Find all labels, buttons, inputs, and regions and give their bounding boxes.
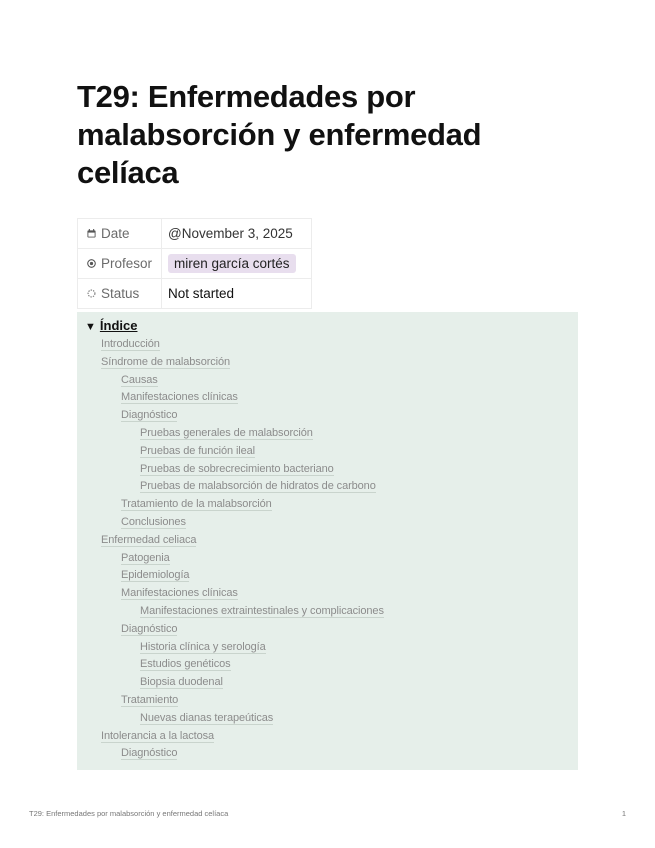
toc-item[interactable] [77, 674, 578, 692]
toc-item[interactable] [77, 567, 578, 585]
page-title: T29: Enfermedades por malabsorción y enfermedad celíaca [77, 79, 482, 190]
toc-item[interactable] [77, 478, 578, 496]
toc-item[interactable] [77, 585, 578, 603]
toc-link[interactable]: Introducción [101, 338, 160, 350]
toc-item[interactable] [77, 443, 578, 461]
status-icon [85, 289, 97, 301]
property-key: Date [101, 226, 130, 241]
toc-link[interactable]: Nuevas dianas terapeúticas [140, 711, 274, 724]
profesor-tag[interactable]: miren garcía cortés [168, 254, 296, 273]
toc-link[interactable]: Biopsia duodenal [140, 676, 223, 689]
toc-link[interactable]: Síndrome de malabsorción [101, 355, 231, 368]
page-number: 1 [621, 809, 626, 818]
toc-link[interactable]: Diagnóstico [121, 409, 178, 422]
toc-item[interactable] [77, 407, 578, 425]
property-row-status [78, 279, 312, 309]
toc-link[interactable]: Diagnóstico [121, 747, 178, 760]
toc-link[interactable]: Enfermedad celiaca [101, 533, 197, 546]
toc-link[interactable]: Conclusiones [121, 515, 186, 528]
toc-item[interactable] [77, 728, 578, 746]
toc-item[interactable] [77, 639, 578, 657]
triangle-down-icon[interactable]: ▼ [85, 321, 96, 333]
toc-item[interactable] [77, 710, 578, 728]
toc-item[interactable] [77, 745, 578, 763]
footer-title: T29: Enfermedades por malabsorción y enfermedad celíaca [29, 809, 229, 818]
status-value[interactable]: Not started [162, 279, 312, 309]
toc-link[interactable]: Intolerancia a la lactosa [101, 729, 215, 742]
toc-item[interactable] [77, 603, 578, 621]
toc-item[interactable] [77, 372, 578, 390]
toc-link[interactable]: Tratamiento de la malabsorción [121, 498, 272, 511]
toc-item[interactable] [77, 336, 578, 354]
toc-item[interactable] [77, 621, 578, 639]
toc-link[interactable]: Patogenia [121, 551, 170, 564]
toc-item[interactable] [77, 461, 578, 479]
toc-link[interactable]: Pruebas de malabsorción de hidratos de carbono [140, 480, 376, 493]
toc-list [77, 336, 578, 763]
toc-heading[interactable]: Índice [99, 318, 138, 333]
toc-link[interactable]: Tratamiento [121, 693, 179, 706]
toc-item[interactable] [77, 514, 578, 532]
person-icon [85, 259, 97, 271]
toc-item[interactable] [77, 425, 578, 443]
properties-table [77, 218, 312, 309]
toc-link[interactable]: Diagnóstico [121, 622, 178, 635]
toc-link[interactable]: Pruebas de función ileal [140, 444, 256, 457]
toc-item[interactable] [77, 656, 578, 674]
toc-item[interactable] [77, 354, 578, 372]
toc-link[interactable]: Pruebas generales de malabsorción [140, 426, 313, 439]
toc-link[interactable]: Causas [121, 373, 158, 386]
toc-link[interactable]: Pruebas de sobrecrecimiento bacteriano [140, 462, 334, 475]
toc-item[interactable] [77, 532, 578, 550]
toc-link[interactable]: Estudios genéticos [140, 658, 231, 671]
property-key: Profesor [101, 256, 153, 271]
table-of-contents [77, 312, 578, 770]
property-row-date [78, 219, 312, 249]
toc-item[interactable] [77, 692, 578, 710]
property-row-profesor [78, 249, 312, 279]
toc-item[interactable] [77, 389, 578, 407]
toc-link[interactable]: Historia clínica y serología [140, 640, 266, 653]
toc-link[interactable]: Manifestaciones extraintestinales y complicaciones [140, 604, 384, 617]
toc-item[interactable] [77, 496, 578, 514]
date-value[interactable]: @November 3, 2025 [162, 219, 312, 249]
toc-item[interactable] [77, 550, 578, 568]
toc-link[interactable]: Manifestaciones clínicas [121, 391, 238, 404]
toc-link[interactable]: Epidemiología [121, 569, 190, 582]
toc-toggle[interactable] [85, 316, 578, 336]
property-key: Status [101, 286, 140, 301]
calendar-icon [85, 229, 97, 241]
toc-link[interactable]: Manifestaciones clínicas [121, 587, 238, 600]
